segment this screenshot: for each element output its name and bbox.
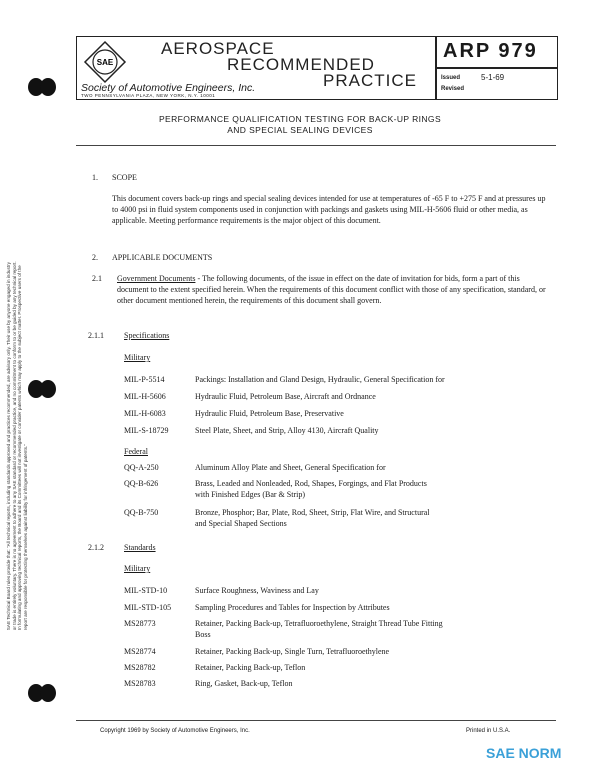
- spec-desc: Steel Plate, Sheet, and Strip, Alloy 4130, Aircraft Quality: [195, 426, 379, 435]
- spec-code: QQ-B-626: [124, 479, 159, 488]
- punch-hole-bottom-2: [40, 684, 56, 702]
- spec-desc: Packings: Installation and Gland Design, Hydraulic, General Specification for: [195, 375, 445, 384]
- standard-code: MIL-STD-10: [124, 586, 168, 595]
- section-2-1-text: - The following documents, of the issue in effect on the date of invitation for bids, form a part of this document to the extent specified herein. When the requirements of this document conflict with those of any specification, standard, or other document mentioned herein, the requirements of this document shall govern.: [117, 274, 546, 305]
- legal-side-note: SAE Technical Board rules provide that: "All technical reports, including standards approved and practices recommended, are advisory only. Their use by anyone engaged in industry or trade is entirely voluntary. There is no agreement to adhere to any SAE standard or recommended practice, and no commitment to conform to or be guided by any technical report. In formulating and approving technical reports, the Board and its Committees will not investigate or consider patents which may apply to the subject matter. Prospective users of the report are responsible for protecting themselves against liability for infringement of patents.": [5, 261, 28, 631]
- spec-code: MIL-H-5606: [124, 392, 166, 401]
- spec-desc: Bronze, Phosphor; Bar, Plate, Rod, Sheet, Strip, Flat Wire, and Structural: [195, 508, 430, 517]
- punch-hole-middle-2: [40, 380, 56, 398]
- standard-code: MS28773: [124, 619, 156, 628]
- military-standards-label: Military: [124, 564, 151, 573]
- section-1-body: This document covers back-up rings and special sealing devices intended for use at temperatures of -65 F to +275 F and at pressures up to 4000 psi in fluid system components used in conjunction with packings and gaskets using MIL-H-5606 fluid or other media, as applicable. Meeting performance requirements is the major object of this document.: [112, 194, 546, 225]
- header-line-recommended: RECOMMENDED: [227, 55, 375, 74]
- sae-logo-icon: [83, 40, 127, 84]
- printed-in: Printed in U.S.A.: [466, 728, 511, 734]
- revised-label: Revised: [441, 86, 465, 92]
- spec-desc: Aluminum Alloy Plate and Sheet, General Specification for: [195, 463, 386, 472]
- spec-code: MIL-H-6083: [124, 409, 166, 418]
- standard-desc-cont: Boss: [195, 630, 211, 639]
- spec-desc: Brass, Leaded and Nonleaded, Rod, Shapes, Forgings, and Flat Products: [195, 479, 427, 488]
- society-address: TWO PENNSYLVANIA PLAZA, NEW YORK, N.Y. 10001: [81, 93, 216, 98]
- document-number: ARP 979: [443, 40, 538, 62]
- spec-desc: Hydraulic Fluid, Petroleum Base, Aircraft and Ordnance: [195, 392, 376, 401]
- society-name: Society of Automotive Engineers, Inc.: [81, 82, 256, 94]
- spec-code: QQ-A-250: [124, 463, 159, 472]
- section-2-1-body: [117, 273, 553, 306]
- section-2-1-1-number: 2.1.1: [88, 331, 104, 340]
- section-2-1-number: 2.1: [92, 274, 102, 283]
- standard-code: MIL-STD-105: [124, 603, 172, 612]
- svg-text:SAE: SAE: [96, 58, 114, 67]
- section-2-1-2-title: Standards: [124, 543, 156, 552]
- standard-desc: Retainer, Packing Back-up, Single Turn, Tetrafluoroethylene: [195, 647, 390, 656]
- header-line-aerospace: AEROSPACE: [161, 39, 275, 58]
- standard-desc: Surface Roughness, Waviness and Lay: [195, 586, 319, 595]
- document-title-line-1: PERFORMANCE QUALIFICATION TESTING FOR BACK-UP RINGS: [158, 114, 442, 124]
- spec-code: MIL-S-18729: [124, 426, 169, 435]
- section-1-number: 1.: [92, 173, 98, 182]
- document-header: [76, 36, 558, 100]
- copyright-notice: Copyright 1969 by Society of Automotive Engineers, Inc.: [100, 728, 250, 734]
- spec-code: QQ-B-750: [124, 508, 159, 517]
- section-2-title: APPLICABLE DOCUMENTS: [112, 253, 213, 262]
- punch-hole-top-2: [40, 78, 56, 96]
- header-line-practice: PRACTICE: [323, 71, 417, 90]
- spec-desc-cont: with Finished Edges (Bar & Strip): [195, 490, 305, 499]
- footer-rule: [76, 720, 556, 721]
- section-2-1-2-number: 2.1.2: [88, 543, 104, 552]
- standard-desc: Ring, Gasket, Back-up, Teflon: [195, 679, 293, 688]
- standard-code: MS28774: [124, 647, 156, 656]
- spec-desc-cont: and Special Shaped Sections: [195, 519, 287, 528]
- standard-desc: Sampling Procedures and Tables for Inspection by Attributes: [195, 603, 390, 612]
- section-2-1-1-title: Specifications: [124, 331, 170, 340]
- document-title-line-2: AND SPECIAL SEALING DEVICES: [227, 125, 373, 135]
- federal-specs-label: Federal: [124, 447, 148, 456]
- sae-norm-watermark: SAE NORM: [486, 745, 562, 761]
- standard-code: MS28782: [124, 663, 156, 672]
- section-2-number: 2.: [92, 253, 98, 262]
- section-2-1-title: Government Documents: [117, 274, 196, 283]
- military-specs-label: Military: [124, 353, 151, 362]
- standard-desc: Retainer, Packing Back-up, Tetrafluoroethylene, Straight Thread Tube Fitting: [195, 619, 443, 628]
- standard-code: MS28783: [124, 679, 156, 688]
- standard-desc: Retainer, Packing Back-up, Teflon: [195, 663, 306, 672]
- section-1-title: SCOPE: [112, 173, 137, 182]
- spec-desc: Hydraulic Fluid, Petroleum Base, Preservative: [195, 409, 344, 418]
- title-rule: [76, 145, 556, 146]
- spec-code: MIL-P-5514: [124, 375, 165, 384]
- header-number-rule: [435, 67, 557, 69]
- issued-label: Issued: [441, 75, 461, 81]
- issued-date: 5-1-69: [481, 73, 505, 82]
